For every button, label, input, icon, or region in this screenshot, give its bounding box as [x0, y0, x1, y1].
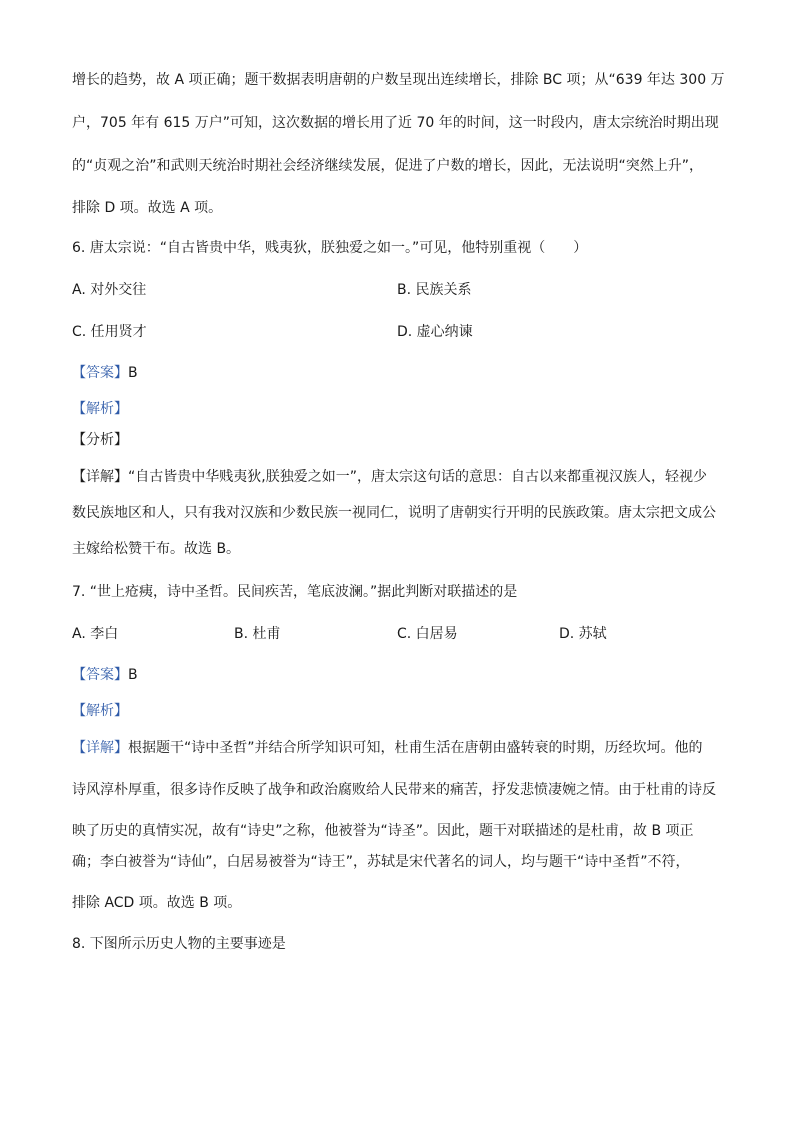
detail-tag: 【详解】: [72, 740, 128, 756]
question-stem: 6. 唐太宗说：“自古皆贵中华，贱夷狄，朕独爱之如一。”可见，他特别重视（ ）: [72, 240, 588, 256]
detail-line: 确；李白被誉为“诗仙”，白居易被誉为“诗王”，苏轼是宋代著名的词人，均与题干“诗中圣哲”不符，: [72, 854, 690, 870]
answer-value: B: [128, 365, 138, 381]
answer-value: B: [128, 667, 138, 683]
detail-line: [72, 738, 703, 758]
detail-line: [72, 467, 707, 487]
option-b: B. 民族关系: [397, 282, 472, 298]
detail-tag: 【详解】: [72, 469, 128, 485]
text-line: 的“贞观之治”和武则天统治时期社会经济继续发展，促进了户数的增长，因此，无法说明“突然上升”，: [72, 158, 704, 174]
fenxi-tag: 【分析】: [72, 432, 128, 448]
detail-line: 排除 ACD 项。故选 B 项。: [72, 895, 242, 911]
detail-line: 主嫁给松赞干布。故选 B。: [72, 541, 241, 557]
detail-line: 数民族地区和人，只有我对汉族和少数民族一视同仁，说明了唐朝实行开明的民族政策。唐太宗把文成公: [72, 505, 716, 521]
detail-line: 映了历史的真情实况，故有“诗史”之称，他被誉为“诗圣”。因此，题干对联描述的是杜甫，故 B 项正: [72, 823, 694, 839]
text-line: 户，705 年有 615 万户”可知，这次数据的增长用了近 70 年的时间，这一时段内，唐太宗统治时期出现: [72, 115, 719, 131]
text-line: 增长的趋势，故 A 项正确；题干数据表明唐朝的户数呈现出连续增长，排除 BC 项；从“639 年达 300 万: [72, 72, 725, 88]
answer-tag: 【答案】: [72, 667, 128, 683]
analysis-tag: 【解析】: [72, 401, 128, 417]
question-stem: 8. 下图所示历史人物的主要事迹是: [72, 936, 286, 952]
answer-row: [72, 665, 138, 685]
detail-text: “自古皆贵中华贱夷狄,朕独爱之如一”，唐太宗这句话的意思：自古以来都重视汉族人，轻视少: [128, 469, 707, 485]
option-a: A. 李白: [72, 626, 119, 642]
option-c: C. 白居易: [397, 626, 458, 642]
option-b: B. 杜甫: [234, 626, 281, 642]
answer-tag: 【答案】: [72, 365, 128, 381]
question-stem: 7. “世上疮痍，诗中圣哲。民间疾苦，笔底波澜。”据此判断对联描述的是: [72, 584, 518, 600]
option-c: C. 任用贤才: [72, 324, 147, 340]
text-line: 排除 D 项。故选 A 项。: [72, 200, 223, 216]
detail-text: 根据题干“诗中圣哲”并结合所学知识可知，杜甫生活在唐朝由盛转衰的时期，历经坎坷。他的: [128, 740, 703, 756]
analysis-tag: 【解析】: [72, 703, 128, 719]
answer-row: [72, 363, 138, 383]
detail-line: 诗风淳朴厚重，很多诗作反映了战争和政治腐败给人民带来的痛苦，抒发悲愤凄婉之情。由于杜甫的诗反: [72, 782, 716, 798]
option-d: D. 虚心纳谏: [397, 324, 473, 340]
option-a: A. 对外交往: [72, 282, 147, 298]
option-d: D. 苏轼: [559, 626, 607, 642]
